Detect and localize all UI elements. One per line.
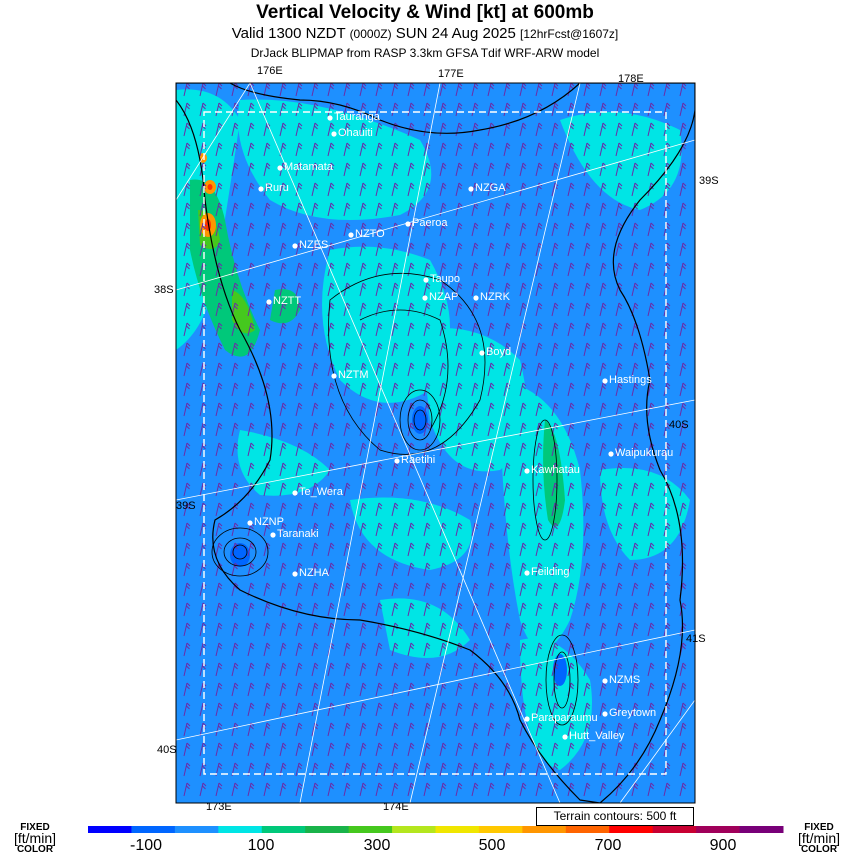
colorbar-tick-900: 900 xyxy=(709,837,737,854)
colorbar-tick-minus100: -100 xyxy=(129,837,163,854)
place-label: NZRK xyxy=(480,291,510,303)
colorbar-swatch xyxy=(566,826,610,833)
terrain-contours-note: Terrain contours: 500 ft xyxy=(536,807,694,826)
place-label: Taupo xyxy=(430,273,460,285)
station-dot xyxy=(608,451,613,456)
lat-label-39s-east: 39S xyxy=(699,175,719,187)
station-dot xyxy=(394,458,399,463)
place-label: NZES xyxy=(299,239,329,251)
lon-label-176e: 176E xyxy=(257,65,283,77)
place-label: Matamata xyxy=(284,161,333,173)
colorbar-swatch xyxy=(218,826,262,833)
place-label: Greytown xyxy=(609,707,657,719)
place-label: Hastings xyxy=(609,374,652,386)
model-info: DrJack BLIPMAP from RASP 3.3km GFSA Tdif WRF-ARW model xyxy=(250,46,600,60)
station-dot xyxy=(422,295,427,300)
fixed-label-left: FIXED xyxy=(20,822,50,833)
color-label-right: COLOR xyxy=(800,844,838,855)
colorbar-swatch xyxy=(175,826,219,833)
station-dot xyxy=(247,520,252,525)
lat-label-39s-west: 39S xyxy=(176,500,196,512)
place-label: NZTM xyxy=(338,369,369,381)
colorbar-tick-100: 100 xyxy=(247,837,275,854)
lat-label-40s-west: 40S xyxy=(157,744,177,756)
station-dot xyxy=(602,711,607,716)
lon-label-177e: 177E xyxy=(438,68,464,80)
place-label: Raetihi xyxy=(401,454,436,466)
colorbar-swatch xyxy=(262,826,306,833)
station-dot xyxy=(292,490,297,495)
place-label: Ohauiti xyxy=(338,127,373,139)
colorbar-tick-500: 500 xyxy=(478,837,506,854)
valid-prefix: Valid 1300 NZDT xyxy=(231,25,346,42)
colorbar-swatch xyxy=(392,826,436,833)
colorbar-swatch xyxy=(305,826,349,833)
place-label: Tauranga xyxy=(334,111,380,123)
station-dot xyxy=(292,571,297,576)
station-dot xyxy=(524,716,529,721)
units-label-right: [ft/min] xyxy=(797,830,840,846)
colorbar-swatch xyxy=(696,826,740,833)
colorbar-swatch xyxy=(436,826,480,833)
colorbar-swatch xyxy=(740,826,784,833)
forecast-info: [12hrFcst@1607z] xyxy=(520,27,619,41)
valid-date: SUN 24 Aug 2025 xyxy=(395,25,516,42)
colorbar-tick-700: 700 xyxy=(594,837,622,854)
place-label: NZTO xyxy=(355,228,385,240)
place-label: Paeroa xyxy=(412,217,448,229)
station-dot xyxy=(331,131,336,136)
place-label: Feilding xyxy=(531,566,570,578)
place-label: Taranaki xyxy=(277,528,319,540)
station-dot xyxy=(266,299,271,304)
station-dot xyxy=(479,350,484,355)
lat-label-38s: 38S xyxy=(154,284,174,296)
place-label: Hutt_Valley xyxy=(569,730,625,742)
colorbar-swatch xyxy=(88,826,132,833)
colorbar-swatch xyxy=(653,826,697,833)
place-label: Kawhatau xyxy=(531,464,580,476)
station-dot xyxy=(331,373,336,378)
station-dot xyxy=(562,734,567,739)
station-dot xyxy=(468,186,473,191)
place-label: NZTT xyxy=(273,295,302,307)
colorbar-swatch xyxy=(349,826,393,833)
colorbar-swatch xyxy=(479,826,523,833)
station-dot xyxy=(524,570,529,575)
place-label: NZHA xyxy=(299,567,329,579)
place-label: Waipukurau xyxy=(615,447,674,459)
colorbar-left-label xyxy=(10,822,60,855)
station-dot xyxy=(423,277,428,282)
chart-title: Vertical Velocity & Wind [kt] at 600mb xyxy=(256,2,594,23)
colorbar-tick-300: 300 xyxy=(363,837,391,854)
station-dot xyxy=(405,221,410,226)
valid-utc: (0000Z) xyxy=(349,27,392,41)
units-label-left: [ft/min] xyxy=(13,830,56,846)
place-label: Boyd xyxy=(486,346,512,358)
station-dot xyxy=(473,295,478,300)
colorbar-swatch xyxy=(609,826,653,833)
station-dot xyxy=(270,532,275,537)
station-dot xyxy=(292,243,297,248)
lat-label-41s: 41S xyxy=(686,633,706,645)
place-label: NZAP xyxy=(429,291,459,303)
colorbar-swatch xyxy=(522,826,566,833)
station-dot xyxy=(327,115,332,120)
color-label-left: COLOR xyxy=(16,844,54,855)
place-label: Ruru xyxy=(265,182,289,194)
colorbar-swatch xyxy=(131,826,175,833)
station-dot xyxy=(602,678,607,683)
lon-label-174e: 174E xyxy=(383,801,409,813)
station-dot xyxy=(602,378,607,383)
station-dot xyxy=(277,165,282,170)
lat-label-40s-east: 40S xyxy=(669,419,689,431)
place-label: NZNP xyxy=(254,516,284,528)
station-dot xyxy=(524,468,529,473)
map-plot xyxy=(176,83,695,803)
fixed-label-right: FIXED xyxy=(804,822,834,833)
station-dot xyxy=(258,186,263,191)
station-dot xyxy=(348,232,353,237)
place-label: Te_Wera xyxy=(299,486,343,498)
place-label: Paraparaumu xyxy=(531,712,598,724)
lon-label-178e: 178E xyxy=(618,73,644,85)
place-label: NZGA xyxy=(475,182,506,194)
colorbar-right-label xyxy=(792,822,846,855)
colorbar-swatches xyxy=(88,826,784,833)
lon-label-173e: 173E xyxy=(206,801,232,813)
place-label: NZMS xyxy=(609,674,641,686)
